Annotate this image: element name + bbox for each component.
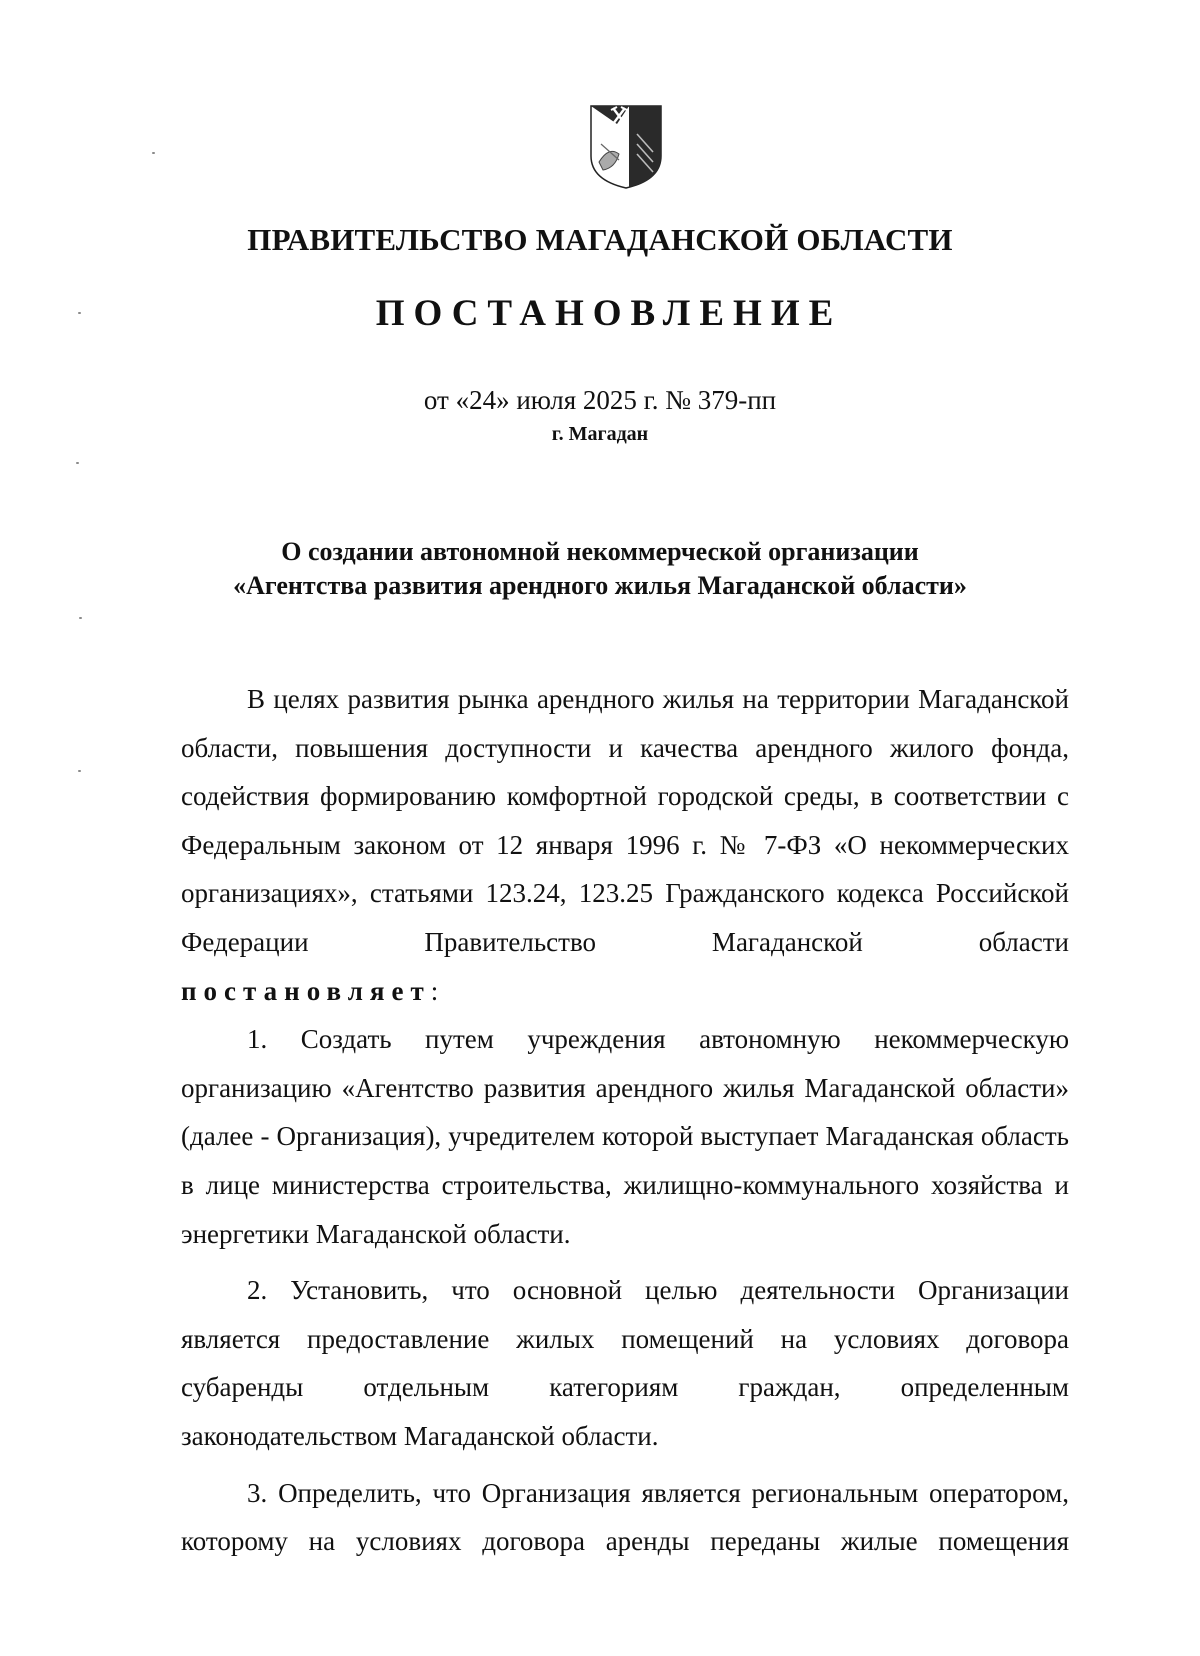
- item-1-paragraph: 1. Создать путем учреждения автономную некоммерческую организацию «Агентство развития арендного жилья Магаданской области» (далее - Организация), учредителем которой выступает Магаданская область в лице министерства строительства, жилищно-коммунального хозяйства и энергетики Магаданской области.: [181, 1024, 1069, 1249]
- decrees-word: постановляет: [181, 975, 431, 1006]
- document-place: г. Магадан: [551, 423, 649, 445]
- subject-line-2: «Агентства развития арендного жилья Магаданской области»: [233, 571, 967, 600]
- item-2-paragraph: 2. Установить, что основной целью деятельности Организации является предоставление жилых помещений на условиях договора субаренды отдельным категориям граждан, определенным законодательством Магаданской области.: [181, 1275, 1069, 1451]
- document-subject: [0, 535, 1200, 603]
- scan-speck: [76, 462, 79, 464]
- magadan-region-coat-of-arms-icon: [589, 104, 663, 190]
- preamble-paragraph: [181, 675, 1069, 967]
- decrees-colon: :: [430, 975, 439, 1006]
- scan-speck: [78, 770, 81, 772]
- item-3-paragraph: 3. Определить, что Организация является региональным оператором, которому на условиях договора аренды переданы жилые помещения: [181, 1477, 1069, 1557]
- subject-line-1: О создании автономной некоммерческой организации: [281, 537, 919, 566]
- document-type: ПОСТАНОВЛЕНИЕ: [375, 293, 843, 334]
- document-body: [181, 675, 1069, 1566]
- scan-speck: [79, 617, 82, 619]
- document-date-number: от «24» июля 2025 г. № 379-пп: [423, 385, 777, 415]
- government-name: ПРАВИТЕЛЬСТВО МАГАДАНСКОЙ ОБЛАСТИ: [247, 222, 953, 257]
- preamble-text: В целях развития рынка арендного жилья на территории Магаданской области, повышения доступности и качества арендного жилого фонда, содействия формированию комфортной городской среды, в соответствии с Федеральным законом от 12 января 1996 г. № 7-ФЗ «О некоммерческих организациях», статьями 123.24, 123.25 Гражданского кодекса Российской Федерации Правительство Магаданской области: [181, 684, 1069, 957]
- decrees-line: [181, 967, 1069, 1016]
- scan-speck: [152, 152, 155, 154]
